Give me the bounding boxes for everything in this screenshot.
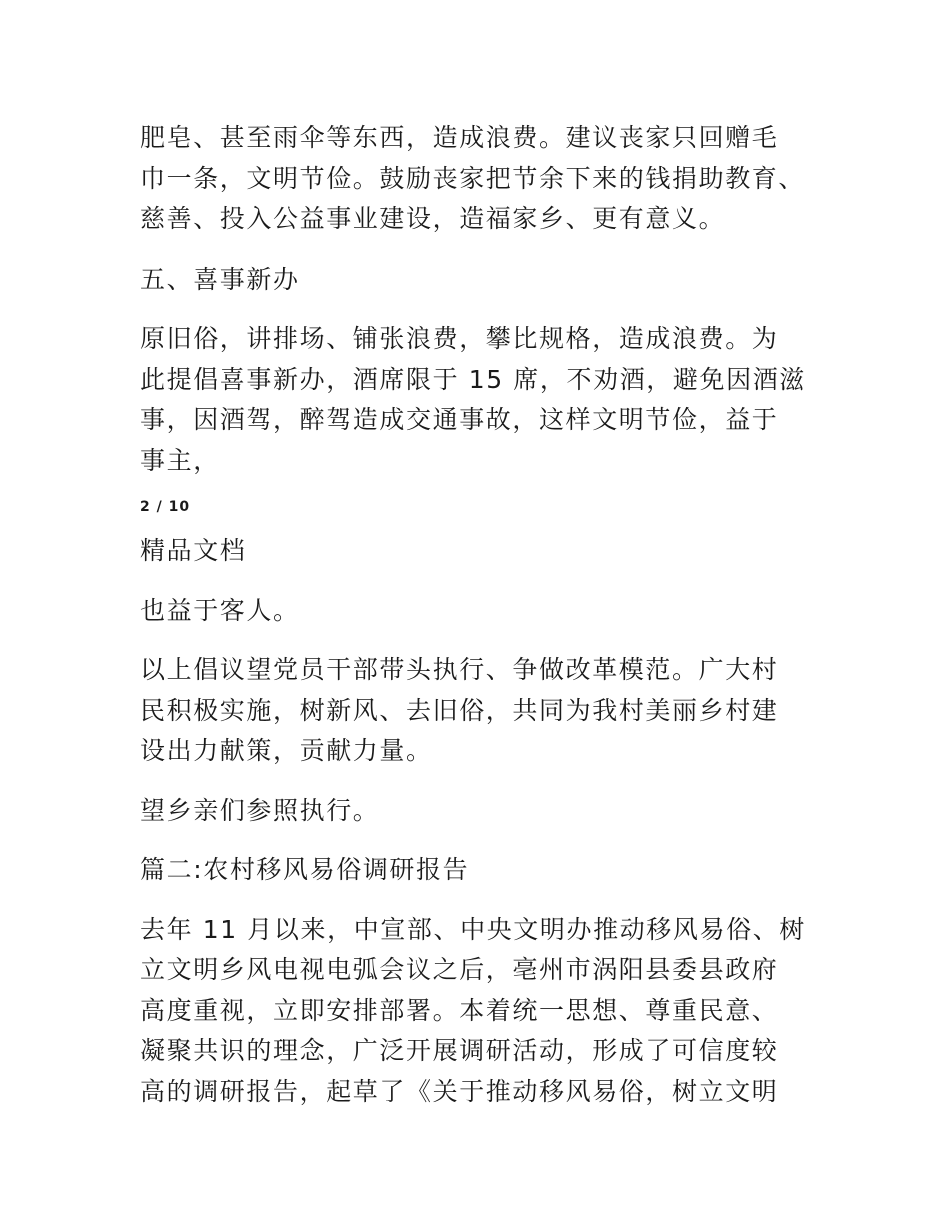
text-line: 立文明乡风电视电弧会议之后，亳州市涡阳县委县政府: [140, 955, 779, 984]
section-heading-wedding: [140, 260, 820, 301]
text-line: 望乡亲们参照执行。: [140, 795, 380, 825]
heading-text: 篇二:农村移风易俗调研报告: [140, 855, 470, 884]
paragraph-wedding-reform: [140, 319, 820, 481]
text-line: 也益于客人。: [140, 595, 300, 625]
section-heading-report: [140, 850, 820, 891]
header-label-text: 精品文档: [140, 536, 247, 565]
paragraph-appeal: [140, 650, 820, 772]
paragraph-continuation: [140, 591, 820, 632]
text-line: 高度重视，立即安排部署。本着统一思想、尊重民意、: [140, 995, 779, 1025]
text-line: 巾一条，文明节俭。鼓励丧家把节余下来的钱捐助教育、: [140, 163, 806, 193]
text-line: 事主，: [140, 445, 220, 475]
text-line: 以上倡议望党员干部带头执行、争做改革模范。广大村: [140, 655, 779, 684]
text-line: 此提倡喜事新办，酒席限于 15 席，不劝酒，避免因酒滋: [140, 364, 806, 394]
text-line: 去年 11 月以来，中宣部、中央文明办推动移风易俗、树: [140, 914, 806, 944]
header-label: [140, 531, 820, 572]
paragraph-funeral-gifts: [140, 118, 820, 240]
text-line: 凝聚共识的理念，广泛开展调研活动，形成了可信度较: [140, 1036, 779, 1065]
text-line: 高的调研报告，起草了《关于推动移风易俗，树立文明: [140, 1076, 779, 1106]
text-line: 肥皂、甚至雨伞等东西，造成浪费。建议丧家只回赠毛: [140, 123, 779, 152]
page-number: 2 / 10: [140, 499, 191, 515]
paragraph-closing: [140, 791, 820, 832]
text-line: 民积极实施，树新风、去旧俗，共同为我村美丽乡村建: [140, 695, 779, 725]
text-line: 设出力献策，贡献力量。: [140, 736, 433, 765]
heading-text: 五、喜事新办: [140, 264, 300, 294]
paragraph-report-intro: [140, 910, 820, 1113]
document-page: [140, 118, 820, 1112]
text-line: 原旧俗，讲排场、铺张浪费，攀比规格，造成浪费。为: [140, 324, 779, 353]
text-line: 事，因酒驾，醉驾造成交通事故，这样文明节俭，益于: [140, 405, 779, 434]
text-line: 慈善、投入公益事业建设，造福家乡、更有意义。: [140, 204, 726, 233]
